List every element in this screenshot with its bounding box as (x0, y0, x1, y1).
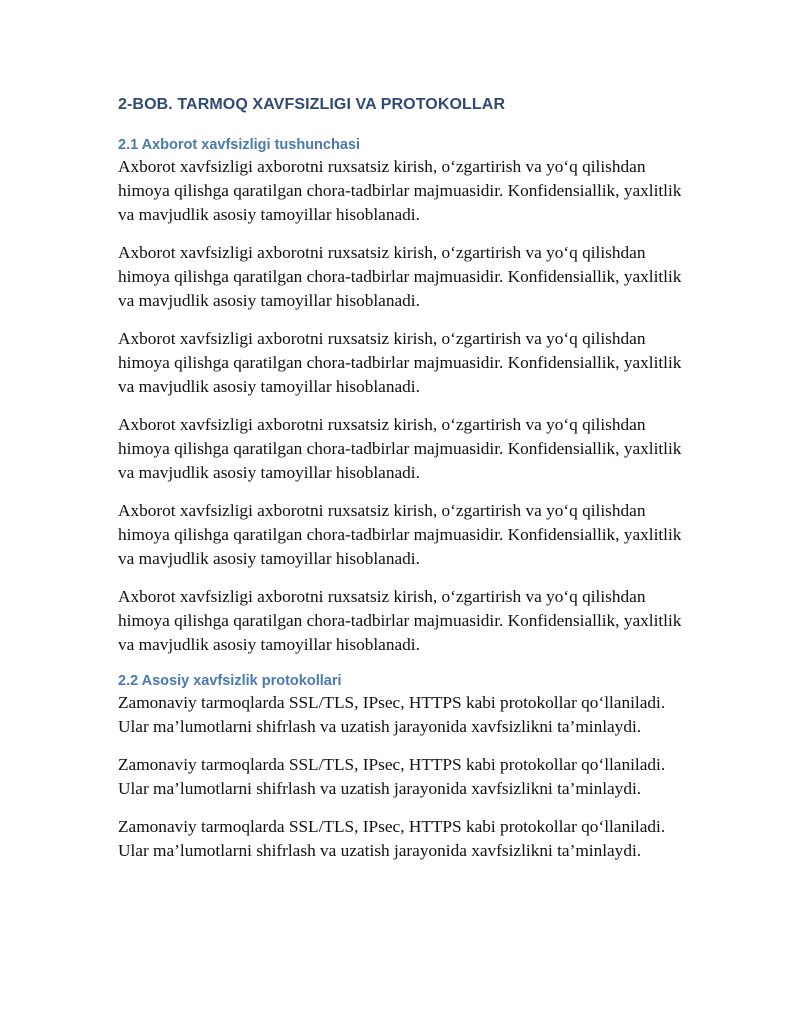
paragraph: Zamonaviy tarmoqlarda SSL/TLS, IPsec, HTTPS kabi protokollar qo‘llaniladi. Ular ma’lumotlarni shifrlash va uzatish jarayonida xavfsizlikni ta’minlaydi. (118, 693, 666, 736)
document-content (118, 94, 688, 863)
chapter-title: 2-BOB. TARMOQ XAVFSIZLIGI VA PROTOKOLLAR (118, 96, 506, 113)
paragraph: Axborot xavfsizligi axborotni ruxsatsiz kirish, o‘zgartirish va yo‘q qilishdan himoya qilishga qaratilgan chora-tadbirlar majmuasidir. Konfidensiallik, yaxlitlik va mavjudlik asosiy tamoyillar hisoblanadi. (118, 157, 682, 224)
paragraph: Zamonaviy tarmoqlarda SSL/TLS, IPsec, HTTPS kabi protokollar qo‘llaniladi. Ular ma’lumotlarni shifrlash va uzatish jarayonida xavfsizlikni ta’minlaydi. (118, 755, 666, 798)
section-title: 2.1 Axborot xavfsizligi tushunchasi (118, 137, 360, 153)
paragraph: Axborot xavfsizligi axborotni ruxsatsiz kirish, o‘zgartirish va yo‘q qilishdan himoya qilishga qaratilgan chora-tadbirlar majmuasidir. Konfidensiallik, yaxlitlik va mavjudlik asosiy tamoyillar hisoblanadi. (118, 329, 682, 396)
section-2-1 (118, 135, 688, 657)
paragraph: Axborot xavfsizligi axborotni ruxsatsiz kirish, o‘zgartirish va yo‘q qilishdan himoya qilishga qaratilgan chora-tadbirlar majmuasidir. Konfidensiallik, yaxlitlik va mavjudlik asosiy tamoyillar hisoblanadi. (118, 587, 682, 654)
paragraph: Axborot xavfsizligi axborotni ruxsatsiz kirish, o‘zgartirish va yo‘q qilishdan himoya qilishga qaratilgan chora-tadbirlar majmuasidir. Konfidensiallik, yaxlitlik va mavjudlik asosiy tamoyillar hisoblanadi. (118, 501, 682, 568)
section-2-2 (118, 671, 688, 863)
paragraph: Axborot xavfsizligi axborotni ruxsatsiz kirish, o‘zgartirish va yo‘q qilishdan himoya qilishga qaratilgan chora-tadbirlar majmuasidir. Konfidensiallik, yaxlitlik va mavjudlik asosiy tamoyillar hisoblanadi. (118, 415, 682, 482)
section-title: 2.2 Asosiy xavfsizlik protokollari (118, 673, 342, 689)
paragraph: Axborot xavfsizligi axborotni ruxsatsiz kirish, o‘zgartirish va yo‘q qilishdan himoya qilishga qaratilgan chora-tadbirlar majmuasidir. Konfidensiallik, yaxlitlik va mavjudlik asosiy tamoyillar hisoblanadi. (118, 243, 682, 310)
paragraph: Zamonaviy tarmoqlarda SSL/TLS, IPsec, HTTPS kabi protokollar qo‘llaniladi. Ular ma’lumotlarni shifrlash va uzatish jarayonida xavfsizlikni ta’minlaydi. (118, 817, 666, 860)
